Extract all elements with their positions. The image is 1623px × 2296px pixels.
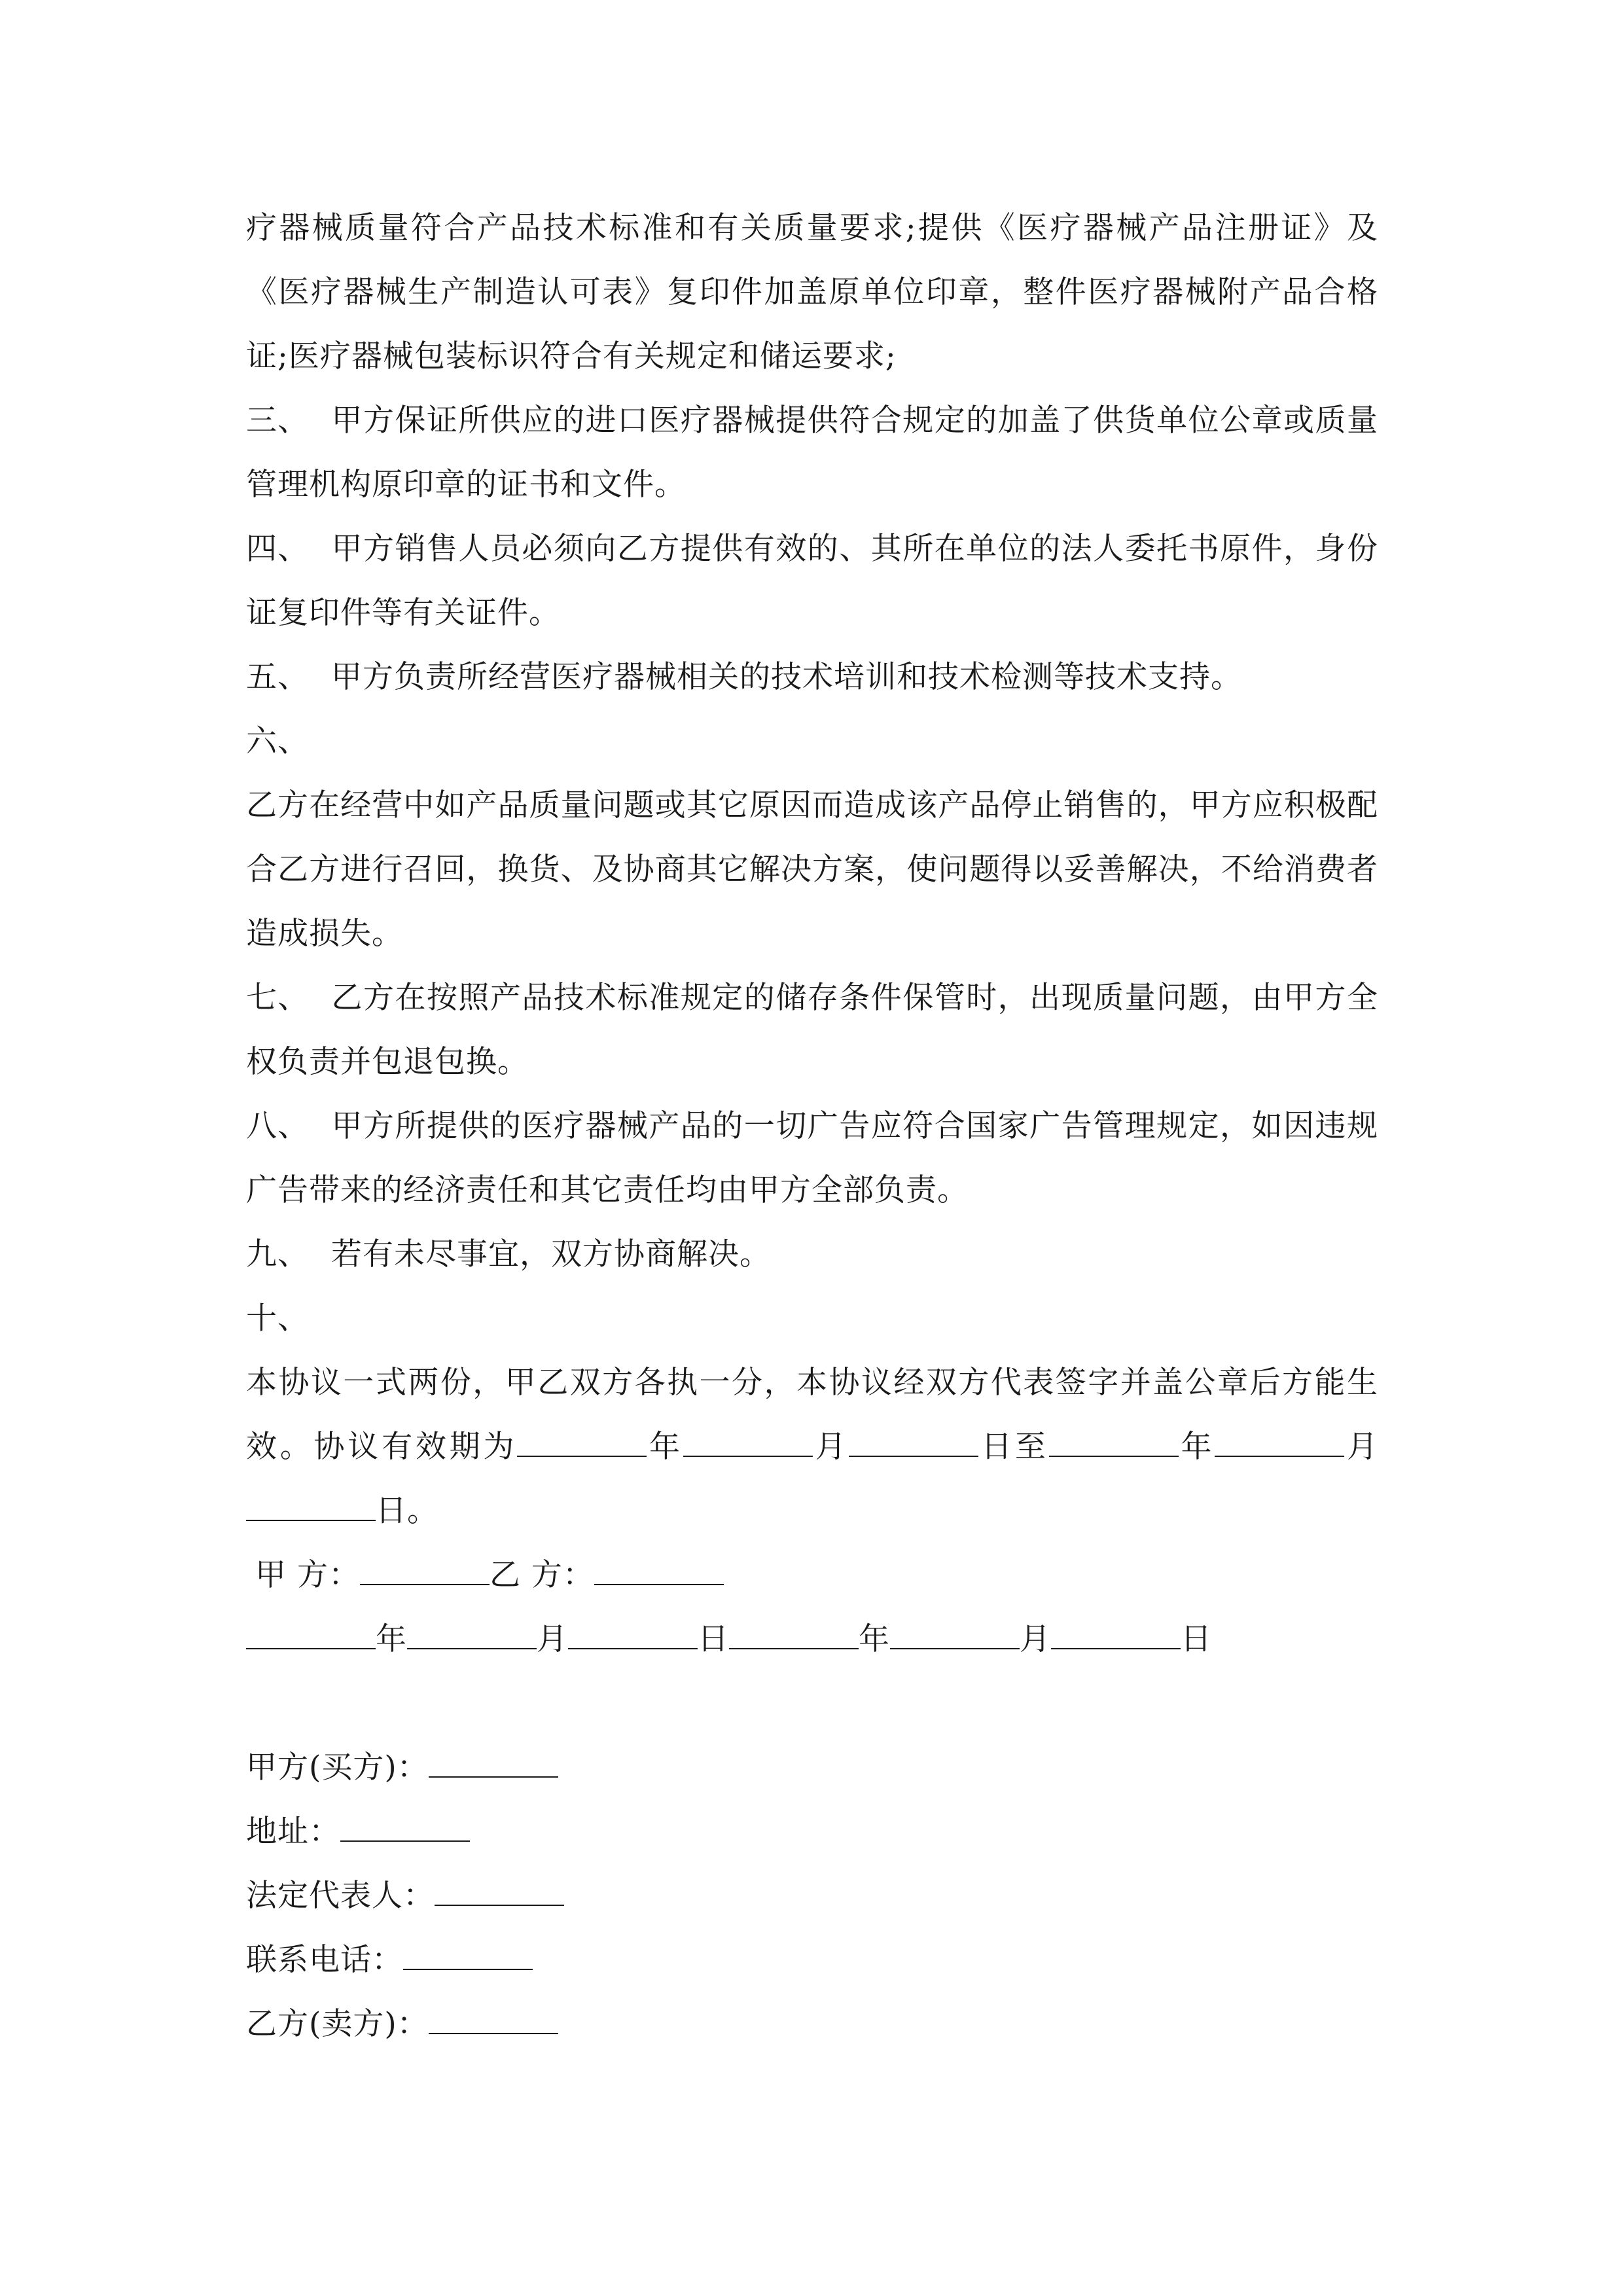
day-label: 日 [1181, 1621, 1212, 1657]
clause-number: 四、 [246, 531, 309, 567]
party-a-sign-blank[interactable] [360, 1558, 490, 1585]
clause-text: 甲方负责所经营医疗器械相关的技术培训和技术检测等技术支持。 [331, 659, 1242, 695]
clause-text: 若有未尽事宜，双方协商解决。 [331, 1236, 771, 1272]
month-label: 月 [537, 1621, 568, 1657]
signature-parties-row [246, 1543, 1378, 1607]
section-spacer [246, 1672, 1378, 1736]
start-year-blank[interactable] [517, 1429, 647, 1457]
clause-7 [246, 966, 1378, 1094]
clause-number: 三、 [246, 403, 309, 439]
party-a-day-blank[interactable] [568, 1622, 698, 1649]
clause-text: 甲方保证所供应的进口医疗器械提供符合规定的加盖了供货单位公章或质量管理机构原印章的证书和文件。 [246, 403, 1378, 503]
end-year-blank[interactable] [1049, 1429, 1179, 1457]
seller-field [246, 1992, 1378, 2056]
clause-6 [246, 709, 1378, 774]
signature-dates-row [246, 1607, 1378, 1672]
start-day-blank[interactable] [849, 1429, 978, 1457]
seller-label: 乙方(卖方)： [246, 2006, 429, 2042]
clause-number: 八、 [246, 1108, 309, 1144]
clause-number: 六、 [246, 723, 309, 759]
clause-8 [246, 1094, 1378, 1223]
clause-number: 五、 [246, 659, 309, 695]
clause-6-body [246, 774, 1378, 966]
year-label: 年 [376, 1621, 407, 1657]
clause-number: 七、 [246, 980, 309, 1016]
clause-3 [246, 389, 1378, 517]
clause-5 [246, 645, 1378, 709]
start-month-blank[interactable] [683, 1429, 813, 1457]
clause-4 [246, 517, 1378, 645]
clause-text: 乙方在经营中如产品质量问题或其它原因而造成该产品停止销售的，甲方应积极配合乙方进行召回，换货、及协商其它解决方案，使问题得以妥善解决，不给消费者造成损失。 [246, 787, 1378, 952]
clause-text: 甲方销售人员必须向乙方提供有效的、其所在单位的法人委托书原件，身份证复印件等有关证件。 [246, 531, 1378, 631]
phone-label: 联系电话： [246, 1942, 403, 1978]
buyer-field [246, 1736, 1378, 1800]
validity-paragraph [246, 1351, 1378, 1543]
address-field [246, 1800, 1378, 1864]
seller-blank[interactable] [429, 2007, 558, 2034]
party-a-month-blank[interactable] [407, 1622, 537, 1649]
party-b-year-blank[interactable] [729, 1622, 859, 1649]
clause-9 [246, 1223, 1378, 1287]
buyer-label: 甲方(买方)： [246, 1749, 429, 1785]
party-a-year-blank[interactable] [246, 1622, 376, 1649]
day-end-label: 日。 [376, 1493, 438, 1529]
phone-blank[interactable] [403, 1943, 533, 1970]
contract-body [246, 196, 1378, 2056]
party-b-sign-blank[interactable] [594, 1558, 724, 1585]
month-label: 月 [1020, 1621, 1051, 1657]
party-b-month-blank[interactable] [890, 1622, 1020, 1649]
day-to-label: 日至 [978, 1429, 1049, 1465]
address-blank[interactable] [340, 1814, 470, 1842]
day-label: 日 [698, 1621, 729, 1657]
clause-text: 甲方所提供的医疗器械产品的一切广告应符合国家广告管理规定，如因违规广告带来的经济责任和其它责任均由甲方全部负责。 [246, 1108, 1378, 1208]
legal-rep-field [246, 1864, 1378, 1928]
address-label: 地址： [246, 1814, 340, 1850]
end-month-blank[interactable] [1215, 1429, 1344, 1457]
clause-number: 九、 [246, 1236, 309, 1272]
intro-paragraph: 疗器械质量符合产品技术标准和有关质量要求;提供《医疗器械产品注册证》及《医疗器械生产制造认可表》复印件加盖原单位印章，整件医疗器械附产品合格证;医疗器械包装标识符合有关规定和储运要求; [246, 210, 1378, 374]
clause-text: 乙方在按照产品技术标准规定的储存条件保管时，出现质量问题，由甲方全权负责并包退包换。 [246, 980, 1378, 1080]
month-label: 月 [812, 1429, 849, 1465]
party-a-sign-label: 甲 方： [255, 1557, 360, 1593]
validity-text: 本协议一式两份，甲乙双方各执一分，本协议经双方代表签字并盖公章后方能生效。协议有效期为 [246, 1365, 1378, 1465]
legal-rep-blank[interactable] [435, 1878, 564, 1906]
year-label: 年 [1178, 1429, 1215, 1465]
phone-field [246, 1928, 1378, 1992]
party-b-sign-label: 乙 方： [489, 1557, 594, 1593]
legal-rep-label: 法定代表人： [246, 1878, 435, 1914]
party-b-day-blank[interactable] [1051, 1622, 1181, 1649]
year-label: 年 [647, 1429, 683, 1465]
year-label: 年 [859, 1621, 890, 1657]
month-label: 月 [1344, 1429, 1379, 1465]
buyer-blank[interactable] [429, 1750, 558, 1778]
clause-number: 十、 [246, 1300, 309, 1336]
end-day-blank[interactable] [246, 1494, 376, 1521]
clause-10 [246, 1287, 1378, 1351]
